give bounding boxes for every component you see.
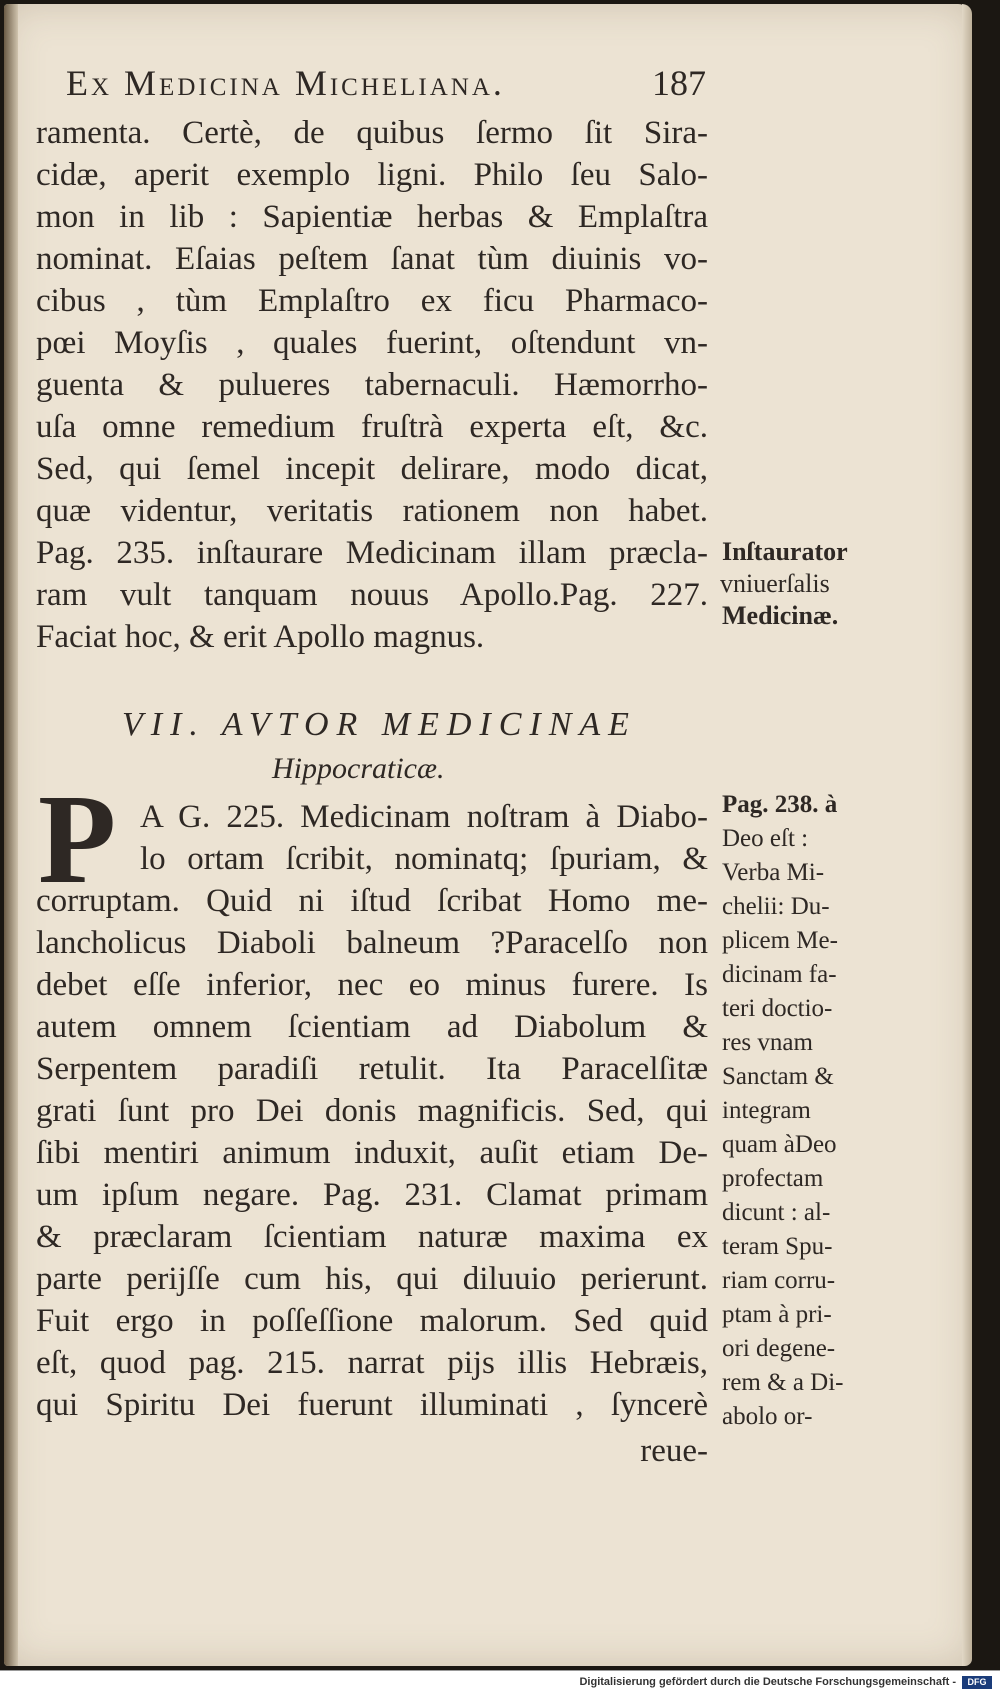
margin-note-line: rem & a Di- (722, 1369, 844, 1396)
text-line: quæ videntur, veritatis rationem non habet. (36, 493, 708, 529)
running-title: Ex Medicina Micheliana. (66, 63, 505, 103)
text-line: grati ſunt pro Dei donis magnificis. Sed, qui (36, 1093, 708, 1129)
margin-note-line: abolo or- (722, 1403, 813, 1430)
text-line: qui Spiritu Dei fuerunt illuminati , ſyncerè (36, 1387, 708, 1423)
margin-note-line: profectam (722, 1165, 824, 1192)
section-heading: VII. AVTOR MEDICINAE (122, 706, 637, 743)
catchword: reue- (640, 1433, 708, 1469)
margin-note-line: ptam à pri- (722, 1301, 832, 1328)
text-line: Sed, qui ſemel incepit delirare, modo dicat, (36, 451, 708, 487)
text-line: cibus , tùm Emplaſtro ex ficu Pharmaco- (36, 283, 708, 319)
margin-note-line: Deo eſt : (722, 825, 809, 852)
text-line: um ipſum negare. Pag. 231. Clamat primam (36, 1177, 708, 1213)
digitization-footer (0, 1670, 1000, 1696)
running-header (66, 62, 706, 104)
margin-note-line: Medicinæ. (722, 601, 839, 630)
drop-cap: P (38, 768, 117, 910)
margin-note-line: ori degene- (722, 1335, 836, 1362)
margin-note-line: Pag. 238. à (722, 791, 838, 818)
page-gutter-shadow (4, 4, 18, 1666)
text-line: parte perijſſe cum his, qui diluuio perierunt. (36, 1261, 708, 1297)
margin-note-line: chelii: Du- (722, 893, 830, 920)
text-line: autem omnem ſcientiam ad Diabolum & (36, 1009, 708, 1045)
margin-note-line: dicunt : al- (722, 1199, 831, 1226)
text-line: Fuit ergo in poſſeſſione malorum. Sed quid (36, 1303, 708, 1339)
margin-note-line: Sanctam & (722, 1063, 834, 1090)
page-edge (962, 4, 972, 1666)
text-line: uſa omne remedium fruſtrà experta eſt, &c. (36, 409, 708, 445)
margin-note-line: quam àDeo (722, 1131, 837, 1158)
section-subheading: Hippocraticæ. (272, 752, 445, 785)
page-number: 187 (652, 63, 706, 103)
dfg-logo: DFG (962, 1676, 992, 1689)
text-line: pœi Moyſis , quales fuerint, oſtendunt vn- (36, 325, 708, 361)
text-line: lancholicus Diaboli balneum ?Paracelſo non (36, 925, 708, 961)
margin-note-line: plicem Me- (722, 927, 838, 954)
text-line: cidæ, aperit exemplo ligni. Philo ſeu Salo- (36, 157, 708, 193)
book-page (4, 4, 972, 1666)
margin-note-line: Verba Mi- (722, 859, 825, 886)
text-line: & præclaram ſcientiam naturæ maxima ex (36, 1219, 708, 1255)
text-line: ram vult tanquam nouus Apollo.Pag. 227. (36, 577, 708, 613)
margin-note-line: res vnam (722, 1029, 813, 1056)
margin-note-line: teram Spu- (722, 1233, 833, 1260)
margin-note-line: dicinam fa- (722, 961, 837, 988)
margin-note-line: integram (722, 1097, 811, 1124)
text-line: ramenta. Certè, de quibus ſermo ſit Sira- (36, 115, 708, 151)
margin-note-line: riam corru- (722, 1267, 836, 1294)
text-line: nominat. Eſaias peſtem ſanat tùm diuinis vo- (36, 241, 708, 277)
margin-note-line: vniuerſalis (720, 569, 830, 598)
text-line: Faciat hoc, & erit Apollo magnus. (36, 619, 485, 655)
text-line: eſt, quod pag. 215. narrat pijs illis Hebræis, (36, 1345, 708, 1381)
text-line: guenta & pulueres tabernaculi. Hæmorrho- (36, 367, 708, 403)
text-line: Pag. 235. inſtaurare Medicinam illam præcla- (36, 535, 708, 571)
text-line: debet eſſe inferior, nec eo minus furere. Is (36, 967, 708, 1003)
text-line: mon in lib : Sapientiæ herbas & Emplaſtra (36, 199, 708, 235)
text-line: corruptam. Quid ni iſtud ſcribat Homo me- (36, 883, 708, 919)
text-line: Serpentem paradiſi retulit. Ita Paracelſitæ (36, 1051, 708, 1087)
text-line: ſibi mentiri animum induxit, auſit etiam De- (36, 1135, 708, 1171)
text-line: A G. 225. Medicinam noſtram à Diabo- (140, 799, 708, 835)
footer-credit: Digitalisierung gefördert durch die Deutsche Forschungsgemeinschaft - (579, 1676, 956, 1688)
text-line: lo ortam ſcribit, nominatq; ſpuriam, & (140, 841, 708, 877)
margin-note-line: teri doctio- (722, 995, 833, 1022)
margin-note-line: Inſtaurator (722, 537, 848, 566)
